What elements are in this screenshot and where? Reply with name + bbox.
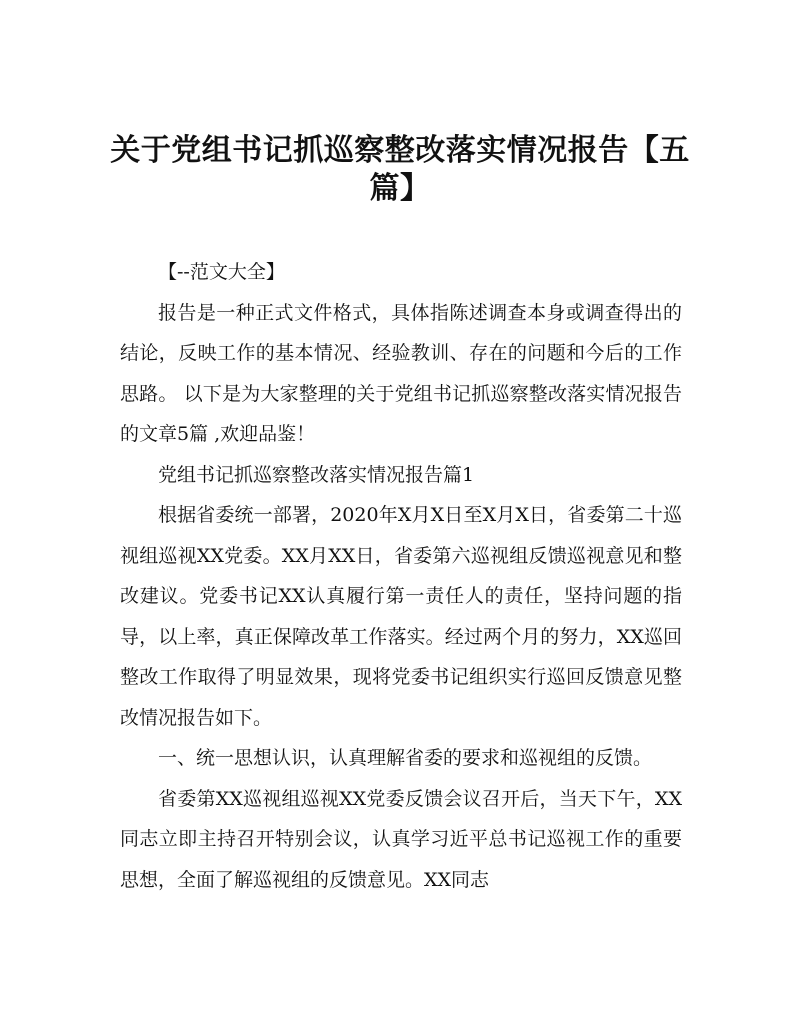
source-tag: 【--范文大全】 xyxy=(158,261,285,283)
document-body xyxy=(120,252,682,900)
subsection-heading: 一、统一思想认识，认真理解省委的要求和巡视组的反馈。 xyxy=(158,747,653,769)
section-heading: 党组书记抓巡察整改落实情况报告篇1 xyxy=(158,463,475,486)
paragraph-meeting: 省委第XX巡视组巡视XX党委反馈会议召开后，当天下午，XX同志立即主持召开特别会议，认真学习近平总书记巡视工作的重要思想，全面了解巡视组的反馈意见。XX同志 xyxy=(120,787,682,891)
paragraph-intro: 报告是一种正式文件格式，具体指陈述调查本身或调查得出的结论，反映工作的基本情况、经验教训、存在的问题和今后的工作思路。 以下是为大家整理的关于党组书记抓巡察整改落实情况报告的文章5篇 ,欢迎品鉴！ xyxy=(120,301,682,445)
paragraph-background: 根据省委统一部署，2020年X月X日至X月X日，省委第二十巡视组巡视XX党委。XX月XX日，省委第六巡视组反馈巡视意见和整改建议。党委书记XX认真履行第一责任人的责任，坚持问题的指导，以上率，真正保障改革工作落实。经过两个月的努力，XX巡回整改工作取得了明显效果，现将党委书记组织实行巡回反馈意见整改情况报告如下。 xyxy=(120,504,682,729)
document-title: 关于党组书记抓巡察整改落实情况报告【五篇】 xyxy=(110,133,690,206)
